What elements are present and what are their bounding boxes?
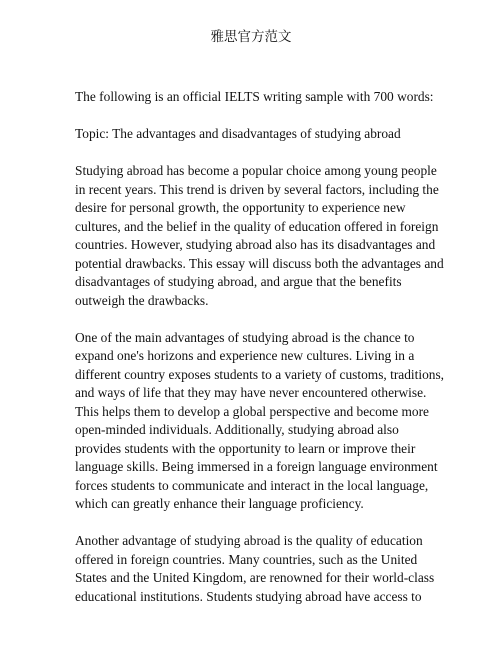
paragraph: Studying abroad has become a popular choice among young people in recent years. This trend is driven by several factors, including the desire for personal growth, the opportunity to experience new cultures, and the belief in the quality of education offered in foreign countries. However, studying abroad also has its disadvantages and potential drawbacks. This essay will discuss both the advantages and disadvantages of studying abroad, and argue that the benefits outweigh the drawbacks. [75,163,444,308]
intro-line: The following is an official IELTS writing sample with 700 words: [75,89,434,104]
page-title: 雅思官方范文 [210,29,292,45]
paragraph: One of the main advantages of studying abroad is the chance to expand one's horizons and experience new cultures. Living in a different country exposes students to a variety of customs, traditions, and ways of life that they may have never encountered otherwise. This helps them to develop a global perspective and become more open-minded individuals. Additionally, studying abroad also provides students with the opportunity to learn or improve their language skills. Being immersed in a foreign language environment forces students to communicate and interact in the local language, which can greatly enhance their language proficiency. [75,329,445,511]
document-body [75,88,445,625]
topic-line: Topic: The advantages and disadvantages of studying abroad [75,126,401,141]
paragraph: Another advantage of studying abroad is the quality of education offered in foreign countries. Many countries, such as the United States and the United Kingdom, are renowned for their world-class educational institutions. Students studying abroad have access to [75,533,435,604]
